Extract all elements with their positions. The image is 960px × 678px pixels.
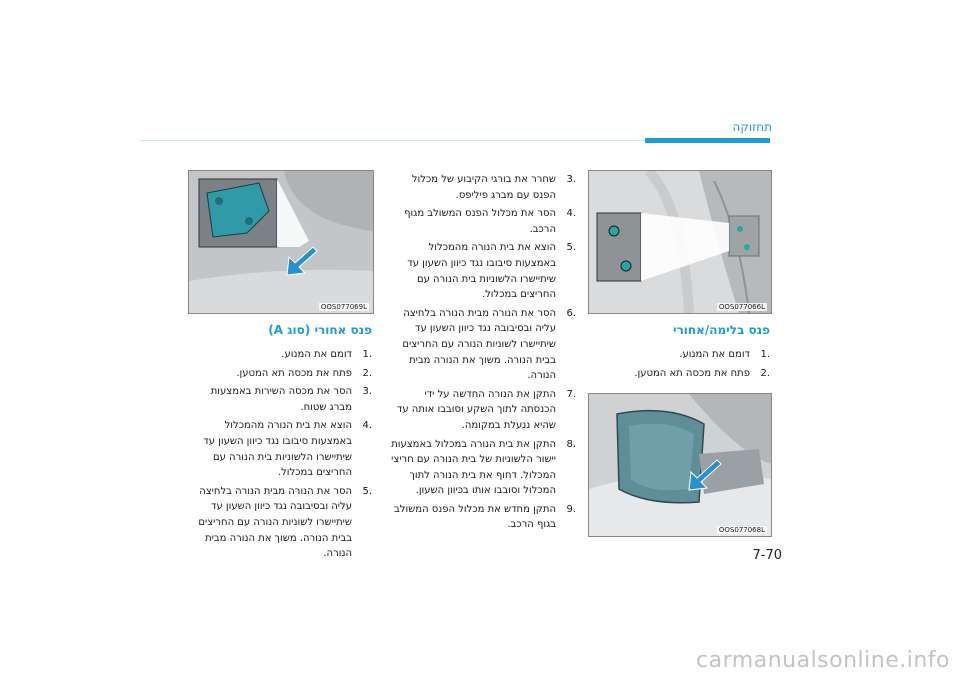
step-number: .8	[566, 438, 576, 450]
step-number: .7	[566, 388, 576, 400]
section-heading-brake-rear-lamp: פנס בלימה/אחורי	[673, 323, 770, 337]
step-number: .4	[362, 420, 372, 432]
step-number: .1	[362, 349, 372, 360]
steps-brake-rear-lamp	[588, 347, 770, 384]
lamp-removal-illustration	[589, 394, 771, 536]
step-number: .2	[362, 367, 372, 379]
steps-lamp-replacement	[386, 172, 576, 536]
photo-code: OOS077069L	[320, 303, 367, 311]
header-accent-bar	[645, 138, 770, 143]
step-number: .1	[760, 349, 770, 360]
step-number: .5	[362, 485, 372, 497]
step-number: .9	[566, 503, 576, 515]
photo-rear-lamp-screws	[588, 170, 772, 314]
step-text: התקן את בית הנורה במכלול באמצעות יישור הלשוניות של בית הנורה עם חריצי המכלול. דחוף את בית הנורה לתוך המכלול וסובבו אותו בכיוון השעון.	[391, 438, 556, 497]
step-number: .3	[566, 174, 576, 185]
section-heading-rear-lamp-type-a: פנס אחורי (סוג A)	[268, 323, 372, 337]
step-text: דומם את המנוע.	[281, 349, 352, 360]
step-text: התקן מחדש את מכלול הפנס המשולב בגוף הרכב.	[394, 503, 556, 531]
step-text: שחרר את בורגי הקיבוע של מכלול הפנס עם מברג פיליפס.	[411, 174, 556, 201]
step-number: .6	[566, 307, 576, 319]
step-text: הסר את הנורה מבית הנורה בלחיצה עליה ובסיבובה נגד כיוון השעון עד שיתיישרו לשוניות הנורה עם החריצים בבית הנורה. משוך את הנורה מבית הנורה.	[402, 307, 556, 382]
step-text: הסר את מכסה השירות באמצעות מברג שטוח.	[210, 386, 352, 413]
step-number: .5	[566, 242, 576, 254]
photo-code: OOS077068L	[718, 526, 765, 534]
steps-rear-lamp-type-a	[188, 347, 372, 565]
list-item	[386, 240, 576, 302]
step-number: .3	[362, 386, 372, 398]
section-title: תחזוקה	[732, 120, 772, 134]
watermark: carmanualsonline.info	[696, 648, 950, 673]
list-item	[188, 347, 372, 363]
photo-lamp-removal	[588, 393, 772, 537]
list-item	[386, 206, 576, 237]
step-text: הוצא את בית הנורה מהמכלול באמצעות סיבובו נגד כיוון השעון עד שיתיישרו הלשוניות בית הנורה עם החריצים במכלול.	[203, 420, 352, 479]
photo-code: OOS077066L	[718, 303, 765, 311]
step-text: הוצא את בית הנורה מהמכלול באמצעות סיבובו נגד כיוון השעון עד שיתיישרו הלשוניות בית הנורה עם החריצים במכלול.	[407, 242, 556, 301]
step-text: פתח את מכסה תא המטען.	[236, 367, 352, 379]
list-item	[588, 347, 770, 363]
step-text: פתח את מכסה תא המטען.	[634, 367, 750, 379]
list-item	[386, 437, 576, 499]
list-item	[386, 172, 576, 203]
list-item	[386, 502, 576, 533]
step-text: דומם את המנוע.	[679, 349, 750, 360]
step-text: התקן את הנורה החדשה על ידי הכנסתה לתוך השקע וסובבו אותה עד שהיא ננעלת במקומה.	[396, 388, 556, 431]
list-item	[188, 484, 372, 562]
list-item	[188, 418, 372, 480]
list-item	[386, 306, 576, 384]
service-cover-illustration	[189, 171, 373, 313]
rear-lamp-screws-illustration	[589, 171, 771, 313]
step-text: הסר את הנורה מבית הנורה בלחיצה עליה ובסיבובה נגד כיוון השעון עד שיתיישרו לשוניות הנורה עם החריצים בבית הנורה. משוך את הנורה מבית הנורה.	[198, 485, 352, 560]
step-number: .2	[760, 367, 770, 379]
step-number: .4	[566, 208, 576, 220]
list-item	[188, 366, 372, 382]
list-item	[588, 366, 770, 382]
page-number: 7-70	[752, 548, 782, 563]
step-text: הסר את מכלול הפנס המשולב מגוף הרכב.	[404, 208, 556, 235]
list-item	[386, 387, 576, 434]
photo-service-cover	[188, 170, 374, 314]
list-item	[188, 384, 372, 415]
